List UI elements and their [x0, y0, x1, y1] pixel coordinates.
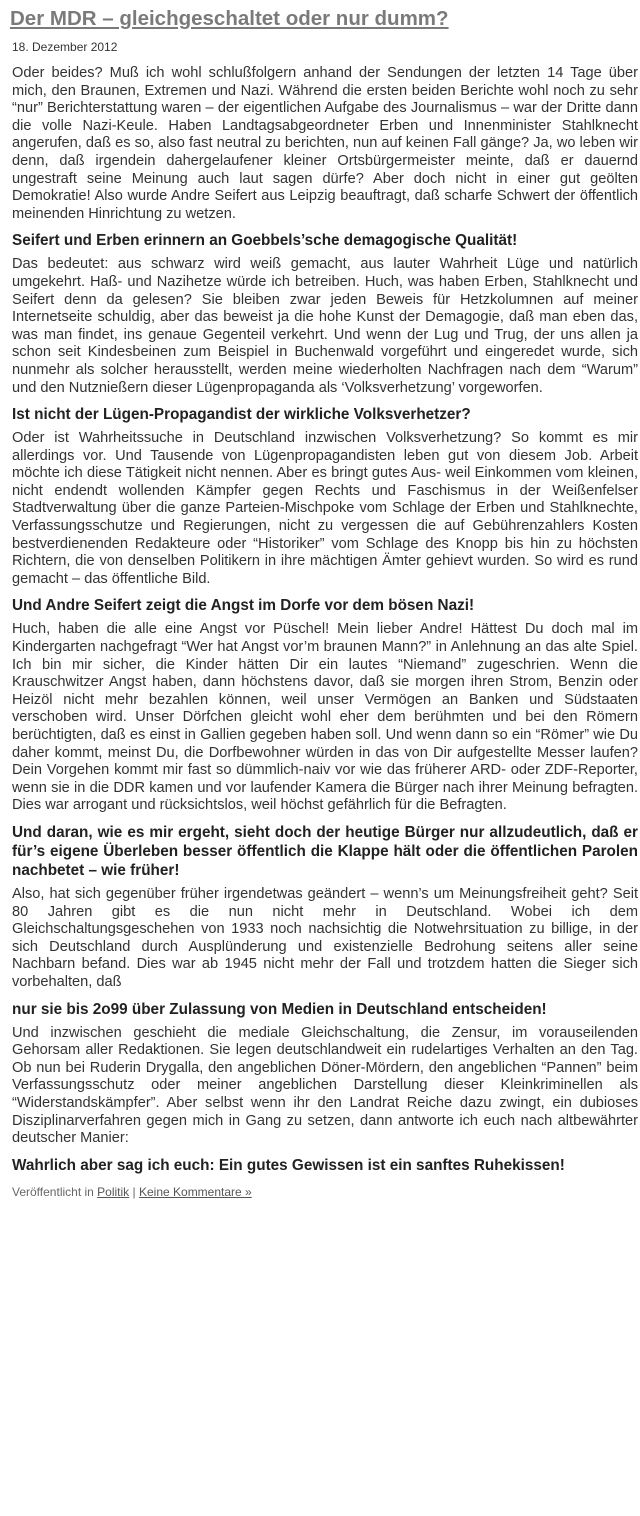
subheading-6: Wahrlich aber sag ich euch: Ein gutes Gewissen ist ein sanftes Ruhekissen! [12, 1156, 565, 1174]
post-title-link[interactable]: Der MDR – gleichgeschaltet oder nur dumm? [10, 7, 449, 30]
meta-separator: | [129, 1184, 139, 1199]
paragraph-3: Oder ist Wahrheitssuche in Deutschland inzwischen Volksverhetzung? So kommt es mir allerdings vor. Und Tausende von Lügenpropagandisten leben gut von diesem Job. Arbeit möchte ich diese Tätigkeit nicht nennen. Aber es bringt gutes Aus- weil Einkommen vom kleinen, nicht endendt wollenden Kämpfer gegen Rechts und Faschismus in der Weißenfelser Stadtverwaltung über die ganze Parteien-Mischpoke vom Schlage der Erben und Stahlknechte, Verfassungsschutze und Regierungen, nicht zu vergessen die auf Gebührenzahlers Kosten bestverdienenden Redakteure oder “Historiker” vom Schlage des Knopp bis hin zu höchsten Richtern, die von denselben Politikern in ihre mächtigen Ämter gehievt wurden. So wird es rund gemacht – das öffentliche Bild. [12, 430, 638, 587]
subheading-3: Und Andre Seifert zeigt die Angst im Dorfe vor dem bösen Nazi! [12, 597, 475, 615]
subheading-2: Ist nicht der Lügen-Propagandist der wirkliche Volksverhetzer? [12, 406, 471, 424]
subheading-5: nur sie bis 2o99 über Zulassung von Medien in Deutschland entscheiden! [12, 1000, 547, 1018]
subheading-1: Seifert und Erben erinnern an Goebbels’sche demagogische Qualität! [12, 232, 518, 250]
paragraph-1: Oder beides? Muß ich wohl schlußfolgern anhand der Sendungen der letzten 14 Tage über mich, den Braunen, Extremen und Nazi. Während die ersten beiden Berichte wohl noch zu sehr “nur” Berichterstattung waren – der eigentlichen Aufgabe des Journalismus – war der Dritte dann die volle Nazi-Keule. Haben Landtagsabgeordneter Erben und Innenminister Stahlknecht angerufen, daß es so, also fast neutral zu berichten, nun auf keinen Fall gänge? Ja, wo leben wir denn, daß irgendein dahergelaufener kleiner Ortsbürgermeister meinte, daß er dauernd ungestraft seine Meinung auch laut sagen dürfe? Aber doch nicht in einer gut geölten Demokratie! Also wurde Andre Seifert aus Leipzig beauftragt, daß scharfe Schwert der öffentlich meinenden Hinrichtung zu wetzen. [12, 65, 638, 222]
paragraph-5: Also, hat sich gegenüber früher irgendetwas geändert – wenn’s um Meinungsfreiheit geht? Seit 80 Jahren gibt es die nun nicht mehr in Deutschland. Wobei ich dem Gleichschaltungsgeschehen von 1933 noch nachsichtig die Notwehrsituation zu billige, in der sich Deutschland durch Ausplünderung und existenzielle Bedrohung seitens aller seine Nachbarn befand. Dies war ab 1945 nicht mehr der Fall und trotzdem hatten die Sieger sich vorbehalten, daß [12, 885, 638, 990]
published-in-label: Veröffentlicht in [12, 1184, 98, 1199]
paragraph-6: Und inzwischen geschieht die mediale Gleichschaltung, die Zensur, im vorauseilenden Gehorsam aller Redaktionen. Sie legen deutschlandweit ein rudelartiges Verhalten an den Tag. Ob nun bei Ruderin Drygalla, den angeblichen Döner-Mördern, den angeblichen “Pannen” beim Verfassungsschutz oder meiner angeblichen Darstellung dieser Kleinkriminellen als “Widerstandskämpfer”. Aber selbst wenn ihr den Landrat Reiche dazu zwingt, ein dubioses Disziplinarverfahren gegen mich in Gang zu setzen, dann antworte ich euch nach altbewährter deutscher Manier: [12, 1024, 638, 1147]
paragraph-2: Das bedeutet: aus schwarz wird weiß gemacht, aus lauter Wahrheit Lüge und natürlich umgekehrt. Haß- und Nazihetze würde ich betreiben. Huch, was haben Erben, Stahlknecht und Seifert denn da gelesen? Sie bleiben zwar jeden Beweis für Hetzkolumnen auf meiner Internetseite schuldig, aber das beweist ja die hohe Kunst der Demagogie, daß man eben das, was man findet, ins genaue Gegenteil verkehrt. Und wenn der Lug und Trug, der uns allen ja schon seit Kindesbeinen zum Beispiel in Buchenwald vorgeführt und eingeredet wurde, sich nunmehr als solcher herausstellt, werden meine wiederholten Nachfragen nach dem “Warum” und den Nutznießern dieser Lügenpropaganda als ‘Volksverhetzung’ vorgeworfen. [12, 256, 638, 396]
comments-link[interactable]: Keine Kommentare » [138, 1184, 252, 1199]
paragraph-4: Huch, haben die alle eine Angst vor Püschel! Mein lieber Andre! Hättest Du doch mal im Kindergarten nachgefragt “Wer hat Angst vor’m braunen Mann?” in Anlehnung an das alte Spiel. Ich bin mir sicher, die Kinder hätten Dir ein lautes “Niemand” zugeschrien. Wenn die Krauschwitzer Angst haben, dann höchstens davor, daß sie morgen ihren Strom, Benzin oder Heizöl nicht mehr bezahlen können, weil unser Vermögen an Banken und Südstaaten verschoben wird. Unser Dörfchen gleicht wohl eher dem berühmten und bei den Römern berüchtigten, daß es einst in Gallien gegeben haben soll. Und wenn dann so ein “Römer” wie Du daher kommt, meinst Du, die Dorfbewohner würden in das von Dir aufgestellte Messer laufen? Dein Vorgehen kommt mir fast so dümmlich-naiv vor wie das früherer ARD- oder ZDF-Reporter, wenn sie in die DDR kamen und vor laufender Kamera die Bürger nach ihrer Meinung befragten. Dies war arrogant und rücksichtslos, weil höchst gefährlich für die Befragten. [12, 621, 638, 814]
post-meta [12, 1185, 638, 1200]
post-date: 18. Dezember 2012 [12, 40, 118, 54]
category-link-politik[interactable]: Politik [97, 1184, 130, 1199]
subheading-4: Und daran, wie es mir ergeht, sieht doch der heutige Bürger nur allzudeutlich, daß er für’s eigene Überleben besser öffentlich die Klappe hält oder die öffentlichen Parolen nachbetet – wie früher! [12, 823, 638, 879]
post-content [10, 65, 638, 1175]
